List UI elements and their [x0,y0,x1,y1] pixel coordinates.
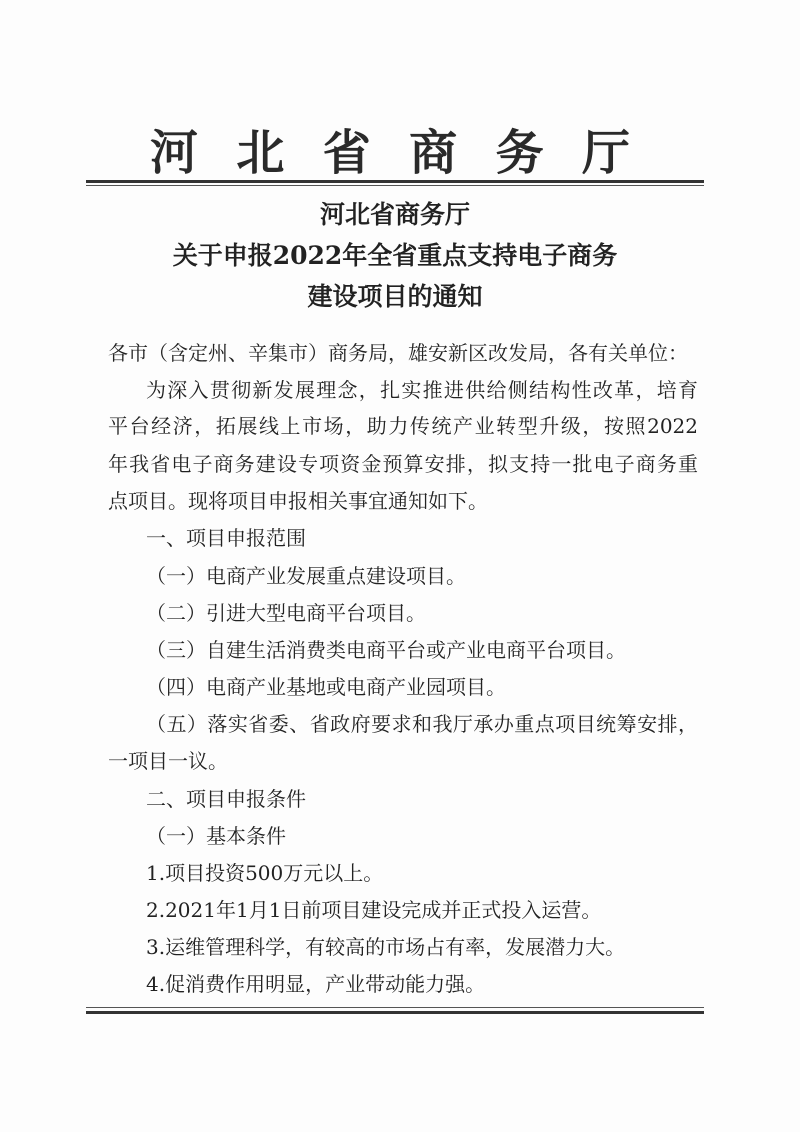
section-2-subheading: （一）基本条件 [146,824,286,848]
section-2-item: 3.运维管理科学，有较高的市场占有率，发展潜力大。 [146,935,626,959]
masthead-char: 厅 [581,124,630,181]
header-rule-thick [86,180,704,183]
masthead-char: 商 [409,124,458,181]
section-1-heading: 一、项目申报范围 [146,526,306,550]
section-1-item-continuation: 一项目一议。 [108,749,228,773]
section-2-item: 4.促消费作用明显，产业带动能力强。 [146,972,486,996]
masthead-char: 务 [495,124,544,181]
masthead-char: 河 [150,124,199,181]
document-title-line-1: 河北省商务厅 [319,200,470,229]
masthead-char: 北 [236,124,285,181]
footer-rule-thick [86,1011,704,1014]
section-2-heading: 二、项目申报条件 [146,787,306,811]
header-rule-thin [86,185,704,186]
document-title-line-3: 建设项目的通知 [307,282,483,311]
footer-rule-thin [86,1007,704,1008]
section-1-item: （五）落实省委、省政府要求和我厅承办重点项目统筹安排， [146,712,698,736]
intro-line-1: 为深入贯彻新发展理念，扎实推进供给侧结构性改革，培育 [146,378,698,402]
section-2-item: 1.项目投资500万元以上。 [146,861,384,885]
masthead-char: 省 [322,124,371,181]
letterhead-masthead [150,118,630,181]
salutation: 各市（含定州、辛集市）商务局，雄安新区改发局，各有关单位： [108,341,688,365]
section-1-item: （四）电商产业基地或电商产业园项目。 [146,675,506,699]
section-1-item: （二）引进大型电商平台项目。 [146,601,426,625]
intro-line-3: 年我省电子商务建设专项资金预算安排，拟支持一批电子商务重 [108,452,698,476]
intro-line-2: 平台经济，拓展线上市场，助力传统产业转型升级，按照2022 [108,414,698,438]
document-title-line-2: 关于申报2022年全省重点支持电子商务 [172,241,618,270]
section-1-item: （一）电商产业发展重点建设项目。 [146,564,466,588]
section-1-item: （三）自建生活消费类电商平台或产业电商平台项目。 [146,638,626,662]
intro-line-4: 点项目。现将项目申报相关事宜通知如下。 [108,489,488,513]
section-2-item: 2.2021年1月1日前项目建设完成并正式投入运营。 [146,898,602,922]
